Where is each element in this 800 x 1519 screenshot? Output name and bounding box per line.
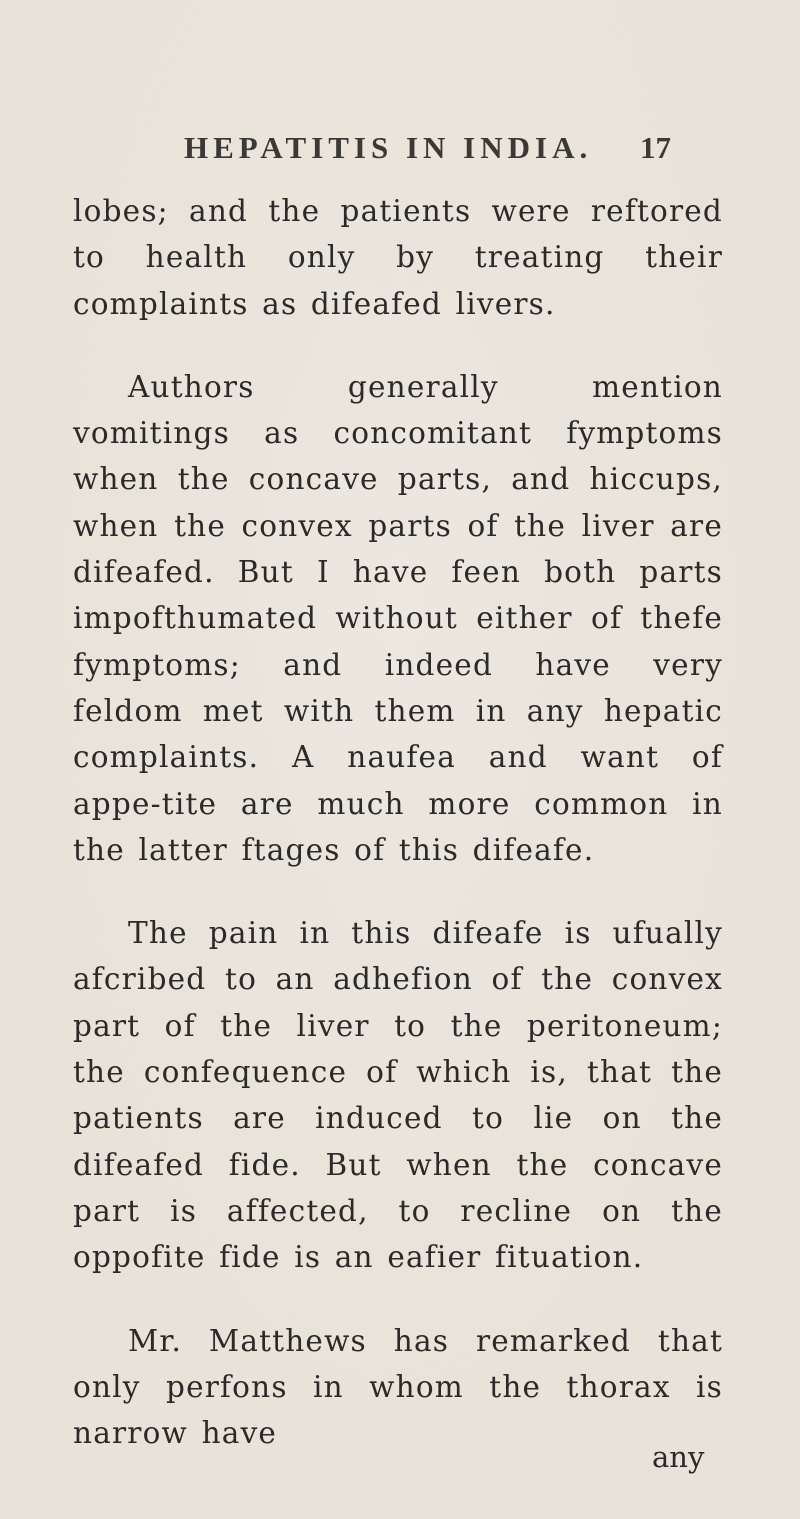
body-text xyxy=(73,188,723,1493)
paragraph-matthews: Mr. Matthews has remarked that only perfons in whom the thorax is narrow have xyxy=(73,1323,723,1451)
paragraph-continuation: lobes; and the patients were reftored to health only by treating their complaints as difeafed livers. xyxy=(73,194,723,321)
page-header xyxy=(0,130,800,180)
running-head: HEPATITIS IN INDIA. xyxy=(184,130,593,165)
page-number: 17 xyxy=(640,130,671,165)
paragraph-pain: The pain in this difeafe is ufually afcribed to an adhefion of the convex part of the liver to the peritoneum; the confequence of which is, that the patients are induced to lie on the difeafed fide. But when the concave part is affected, to recline on the oppofite fide is an eafier fituation. xyxy=(73,916,723,1275)
catchword: any xyxy=(652,1440,705,1474)
paragraph-authors: Authors generally mention vomitings as concomitant fymptoms when the concave parts, and hiccups, when the convex parts of the liver are difeafed. But I have feen both parts impofthumated without either of thefe fymptoms; and indeed have very feldom met with them in any hepatic complaints. A naufea and want of appe-tite are much more common in the latter ftages of this difeafe. xyxy=(73,369,723,867)
